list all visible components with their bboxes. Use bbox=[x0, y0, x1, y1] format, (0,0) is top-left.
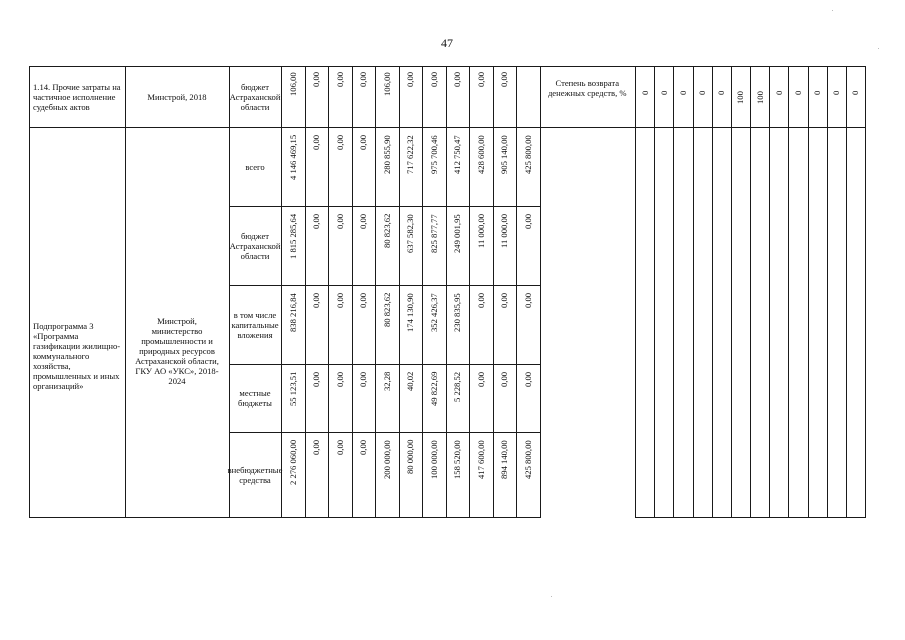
funding-source-label: в том числе капитальные вложения bbox=[231, 309, 279, 340]
scan-speck bbox=[832, 10, 833, 11]
table-cell-value: 0,00 bbox=[499, 292, 510, 308]
table-column-divider bbox=[229, 66, 230, 518]
subprogram-name: Подпрограмма 3 «Программа газификации жилищно-коммунального хозяйства, промышленных и иных организаций» bbox=[33, 321, 121, 391]
table-cell-value: 0,00 bbox=[358, 292, 369, 308]
event-value: 0,00 bbox=[358, 71, 369, 87]
table-column-divider bbox=[693, 66, 694, 518]
table-cell-value: 905 140,00 bbox=[499, 135, 510, 174]
table-cell-value: 11 000,00 bbox=[499, 213, 510, 248]
table-cell-value: 428 600,00 bbox=[475, 135, 486, 174]
table-cell-value: 0,00 bbox=[522, 371, 533, 387]
table-cell-value: 975 700,46 bbox=[428, 135, 439, 174]
table-cell-value: 11 000,00 bbox=[475, 213, 486, 248]
table-cell-value: 249 001,95 bbox=[452, 214, 463, 253]
table-cell-value: 0,00 bbox=[522, 292, 533, 308]
indicator-value: 100 bbox=[754, 91, 765, 104]
table-cell-value: 0,00 bbox=[311, 292, 322, 308]
table-cell-value: 637 582,30 bbox=[405, 214, 416, 253]
table-cell-value: 0,00 bbox=[358, 134, 369, 150]
scan-speck bbox=[551, 596, 552, 597]
event-value: 0,00 bbox=[452, 71, 463, 87]
event-value: 0,00 bbox=[475, 71, 486, 87]
table-cell-value: 412 750,47 bbox=[452, 135, 463, 174]
funding-source-label: внебюджетные средства bbox=[227, 465, 283, 485]
table-column-divider bbox=[635, 66, 636, 518]
table-column-divider bbox=[769, 66, 770, 518]
table-cell-value: 158 520,00 bbox=[452, 440, 463, 479]
table-column-divider bbox=[422, 66, 423, 518]
indicator-value: 0 bbox=[697, 90, 708, 95]
event-executor: Минстрой, 2018 bbox=[147, 91, 207, 102]
indicator-value: 0 bbox=[792, 90, 803, 95]
budget-table bbox=[29, 66, 865, 518]
table-column-divider bbox=[865, 66, 866, 518]
indicator-value: 0 bbox=[831, 90, 842, 95]
table-cell-value: 0,00 bbox=[475, 292, 486, 308]
event-value: 106,00 bbox=[287, 72, 298, 96]
table-column-divider bbox=[281, 66, 282, 518]
table-column-divider bbox=[712, 66, 713, 518]
table-cell-value: 838 216,84 bbox=[287, 293, 298, 332]
table-cell-value: 49 822,69 bbox=[428, 371, 439, 406]
event-value: 0,00 bbox=[428, 71, 439, 87]
table-top-border bbox=[29, 66, 865, 67]
table-column-divider bbox=[654, 66, 655, 518]
table-cell-value: 0,00 bbox=[358, 371, 369, 387]
table-cell-value: 0,00 bbox=[311, 134, 322, 150]
table-column-divider bbox=[808, 66, 809, 518]
indicator-value: 0 bbox=[658, 90, 669, 95]
table-cell-value: 4 146 469,15 bbox=[287, 134, 298, 180]
table-cell-value: 0,00 bbox=[334, 371, 345, 387]
table-cell-value: 0,00 bbox=[334, 213, 345, 229]
funding-source-label: всего bbox=[245, 161, 265, 172]
table-cell-value: 0,00 bbox=[334, 439, 345, 455]
table-cell-value: 717 622,32 bbox=[405, 135, 416, 174]
event-value: 0,00 bbox=[405, 71, 416, 87]
table-cell-value: 0,00 bbox=[334, 134, 345, 150]
table-cell-value: 5 228,52 bbox=[452, 371, 463, 402]
table-cell-value: 80 000,00 bbox=[405, 439, 416, 474]
table-column-divider bbox=[731, 66, 732, 518]
funding-source-label: местные бюджеты bbox=[238, 388, 272, 408]
table-column-divider bbox=[399, 66, 400, 518]
table-cell-value: 80 823,62 bbox=[381, 213, 392, 248]
table-cell-value: 0,00 bbox=[522, 213, 533, 229]
table-cell-value: 825 877,77 bbox=[428, 214, 439, 253]
indicator-value: 0 bbox=[716, 90, 727, 95]
table-column-divider bbox=[540, 66, 541, 518]
indicator-value: 0 bbox=[773, 90, 784, 95]
table-cell-value: 0,00 bbox=[358, 213, 369, 229]
indicator-value: 100 bbox=[735, 91, 746, 104]
event-name: 1.14. Прочие затраты на частичное исполнение судебных актов bbox=[33, 81, 121, 112]
indicator-name: Степень возврата денежных средств, % bbox=[547, 78, 627, 98]
table-cell-value: 200 000,00 bbox=[381, 440, 392, 479]
table-column-divider bbox=[469, 66, 470, 518]
event-value: 0,00 bbox=[311, 71, 322, 87]
table-cell-value: 894 140,00 bbox=[499, 440, 510, 479]
indicator-value: 0 bbox=[850, 90, 861, 95]
table-cell-value: 0,00 bbox=[334, 292, 345, 308]
table-cell-value: 0,00 bbox=[358, 439, 369, 455]
table-cell-value: 0,00 bbox=[475, 371, 486, 387]
table-cell-value: 230 835,95 bbox=[452, 293, 463, 332]
table-row-divider bbox=[29, 127, 865, 128]
table-column-divider bbox=[446, 66, 447, 518]
table-column-divider bbox=[788, 66, 789, 518]
table-cell-value: 0,00 bbox=[311, 371, 322, 387]
table-cell-value: 417 600,00 bbox=[475, 440, 486, 479]
table-cell-value: 40,02 bbox=[405, 371, 416, 391]
table-cell-value: 80 823,62 bbox=[381, 292, 392, 327]
table-cell-value: 174 130,90 bbox=[405, 293, 416, 332]
event-value: 106,00 bbox=[381, 72, 392, 96]
indicator-value: 0 bbox=[812, 90, 823, 95]
table-column-divider bbox=[673, 66, 674, 518]
event-funding-source: бюджет Астраханской области bbox=[229, 81, 281, 112]
table-column-divider bbox=[750, 66, 751, 518]
table-column-divider bbox=[516, 66, 517, 518]
table-column-divider bbox=[352, 66, 353, 518]
funding-source-label: бюджет Астраханской области bbox=[229, 230, 281, 261]
table-cell-value: 1 815 285,64 bbox=[287, 213, 298, 259]
table-cell-value: 100 000,00 bbox=[428, 440, 439, 479]
table-cell-value: 0,00 bbox=[499, 371, 510, 387]
event-value: 0,00 bbox=[334, 71, 345, 87]
table-cell-value: 0,00 bbox=[311, 439, 322, 455]
page-number: 47 bbox=[441, 36, 453, 50]
table-column-divider bbox=[846, 66, 847, 518]
table-column-divider bbox=[493, 66, 494, 518]
table-cell-value: 280 855,90 bbox=[381, 135, 392, 174]
indicator-value: 0 bbox=[639, 90, 650, 95]
table-column-divider bbox=[125, 66, 126, 518]
table-column-divider bbox=[375, 66, 376, 518]
table-column-divider bbox=[328, 66, 329, 518]
subprogram-executor: Минстрой, министерство промышленности и природных ресурсов Астраханской области, ГКУ АО «УКС», 2018-2024 bbox=[135, 316, 219, 386]
table-cell-value: 2 276 060,00 bbox=[287, 439, 298, 485]
table-column-divider bbox=[827, 66, 828, 518]
table-cell-value: 425 800,00 bbox=[522, 440, 533, 479]
table-cell-value: 352 426,37 bbox=[428, 293, 439, 332]
table-cell-value: 425 800,00 bbox=[522, 135, 533, 174]
scan-speck bbox=[878, 48, 879, 49]
table-cell-value: 55 123,51 bbox=[287, 371, 298, 406]
table-cell-value: 32,28 bbox=[381, 371, 392, 391]
event-value: 0,00 bbox=[499, 71, 510, 87]
indicator-value: 0 bbox=[677, 90, 688, 95]
table-bottom-border bbox=[29, 517, 540, 518]
table-column-divider bbox=[305, 66, 306, 518]
table-cell-value: 0,00 bbox=[311, 213, 322, 229]
table-column-divider bbox=[29, 66, 30, 518]
